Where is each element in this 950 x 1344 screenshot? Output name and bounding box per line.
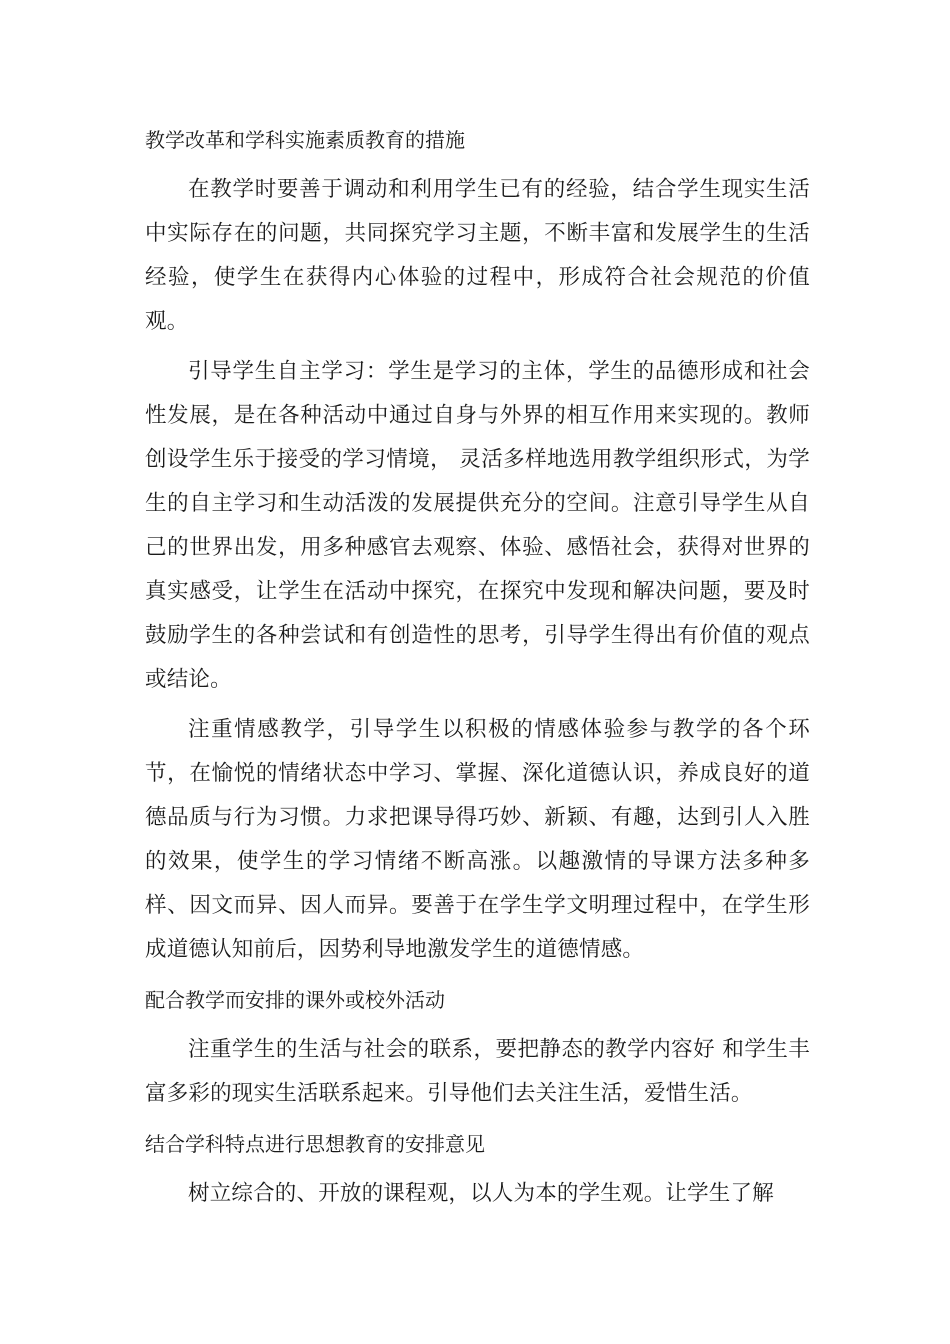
paragraph-life-connection: 注重学生的生活与社会的联系，要把静态的教学内容好 和学生丰富多彩的现实生活联系起来。引导他们去关注生活，爱惜生活。 — [145, 1037, 810, 1106]
section-heading-activities: 配合教学而安排的课外或校外活动 — [145, 988, 445, 1012]
paragraph-curriculum-view: 树立综合的、开放的课程观，以人为本的学生观。让学生了解 — [188, 1181, 774, 1206]
paragraph-experience: 在教学时要善于调动和利用学生已有的经验，结合学生现实生活中实际存在的问题，共同探究学习主题，不断丰富和发展学生的生活经验，使学生在获得内心体验的过程中，形成符合社会规范的价值观。 — [145, 177, 810, 334]
document-body — [145, 118, 810, 1222]
section-heading-ideology: 结合学科特点进行思想教育的安排意见 — [145, 1132, 485, 1156]
paragraph-emotional-teaching: 注重情感教学，引导学生以积极的情感体验参与教学的各个环节，在愉悦的情绪状态中学习、掌握、深化道德认识，养成良好的道德品质与行为习惯。力求把课导得巧妙、新颖、有趣，达到引人入胜的效果，使学生的学习情绪不断高涨。以趣激情的导课方法多种多样、因文而异、因人而异。要善于在学生学文明理过程中，在学生形成道德认知前后，因势利导地激发学生的道德情感。 — [145, 717, 810, 962]
section-heading-measures: 教学改革和学科实施素质教育的措施 — [145, 128, 465, 152]
paragraph-self-learning: 引导学生自主学习：学生是学习的主体，学生的品德形成和社会性发展，是在各种活动中通过自身与外界的相互作用来实现的。教师创设学生乐于接受的学习情境， 灵活多样地选用教学组织形式，为学生的自主学习和生动活泼的发展提供充分的空间。注意引导学生从自己的世界出发，用多种感官去观察、体验、感悟社会，获得对世界的真实感受，让学生在活动中探究，在探究中发现和解决问题，要及时鼓励学生的各种尝试和有创造性的思考，引导学生得出有价值的观点或结论。 — [145, 359, 810, 692]
